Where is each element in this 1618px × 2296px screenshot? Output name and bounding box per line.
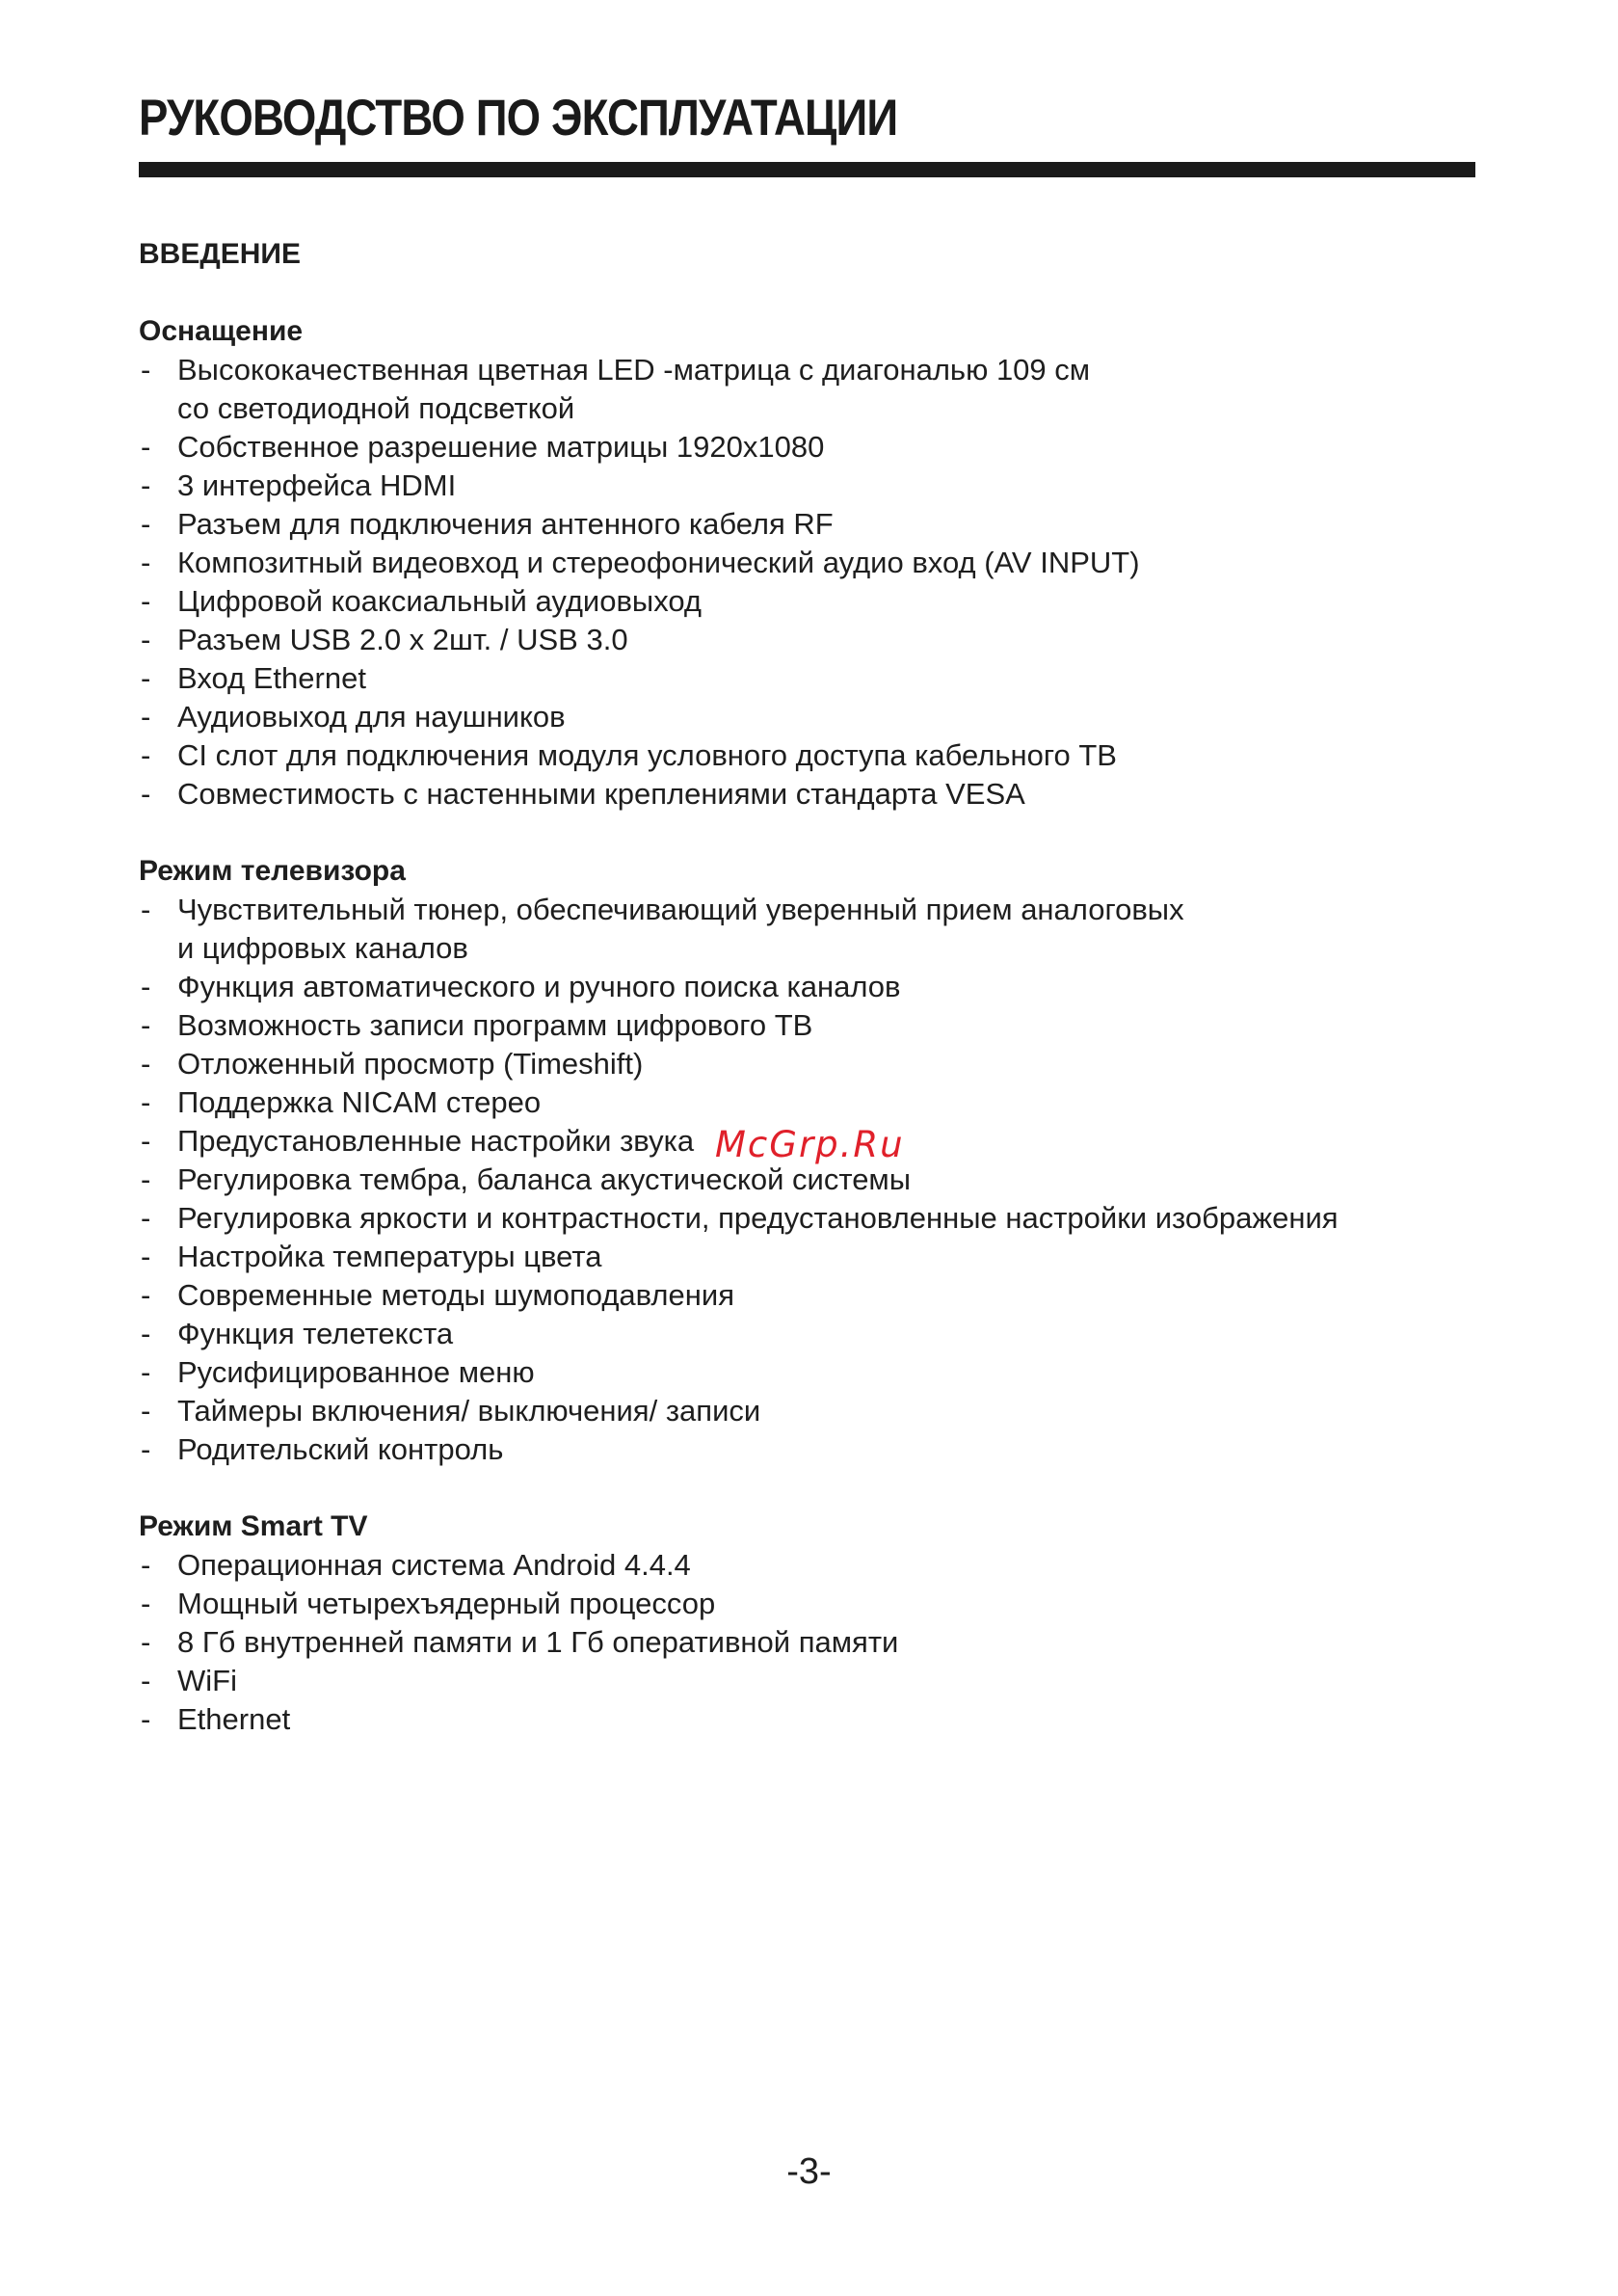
list-item: - Современные методы шумоподавления [139,1276,1488,1315]
section-heading-tv-mode: Режим телевизора [139,855,406,887]
intro-heading: ВВЕДЕНИЕ [139,238,301,270]
list-item: - Мощный четырехъядерный процессор [139,1585,1488,1623]
list-item: - Разъем для подключения антенного кабеля RF [139,505,1488,544]
list-item-continuation: со светодиодной подсветкой [177,391,575,425]
list-item: - Цифровой коаксиальный аудиовыход [139,582,1488,621]
equipment-list [139,351,1488,814]
section-heading-smart-tv: Режим Smart TV [139,1510,368,1542]
list-item: - Возможность записи программ цифрового ТВ [139,1006,1488,1045]
list-item-continuation: и цифровых каналов [177,931,468,965]
list-item: - Русифицированное меню [139,1353,1488,1392]
page-number: -3- [786,2151,832,2192]
list-item: - WiFi [139,1662,1488,1700]
list-item: - Функция автоматического и ручного поиска каналов [139,968,1488,1006]
list-item: - Отложенный просмотр (Timeshift) [139,1045,1488,1083]
list-item: - Предустановленные настройки звука [139,1122,1488,1161]
list-item: - Операционная система Android 4.4.4 [139,1546,1488,1585]
section-equipment [139,312,1488,814]
list-item: - 3 интерфейса HDMI [139,467,1488,505]
list-item: - Ethernet [139,1700,1488,1739]
list-item: - Собственное разрешение матрицы 1920x1080 [139,428,1488,467]
page-content [139,222,1488,1739]
list-item: - Высококачественная цветная LED -матрица с диагональю 109 см [139,351,1488,389]
watermark-text: McGrp.Ru [715,1124,905,1165]
list-item: - Регулировка тембра, баланса акустической системы [139,1161,1488,1199]
title-underline-bar [139,162,1475,177]
list-item: - CI слот для подключения модуля условного доступа кабельного ТВ [139,736,1488,775]
section-smart-tv [139,1508,1488,1739]
list-item: - Аудиовыход для наушников [139,698,1488,736]
list-item: - Композитный видеовход и стереофонический аудио вход (AV INPUT) [139,544,1488,582]
list-item: - Родительский контроль [139,1430,1488,1469]
list-item: - Совместимость с настенными креплениями стандарта VESA [139,775,1488,814]
smart-tv-list [139,1546,1488,1739]
list-item: - Поддержка NICAM стерео [139,1083,1488,1122]
list-item: - Регулировка яркости и контрастности, предустановленные настройки изображения [139,1199,1488,1238]
list-item: - Вход Ethernet [139,659,1488,698]
list-item: - Таймеры включения/ выключения/ записи [139,1392,1488,1430]
document-title: РУКОВОДСТВО ПО ЭКСПЛУАТАЦИИ [139,90,898,147]
tv-mode-list [139,891,1488,1469]
section-heading-equipment: Оснащение [139,315,304,347]
list-item: - 8 Гб внутренней памяти и 1 Гб оперативной памяти [139,1623,1488,1662]
list-item: - Настройка температуры цвета [139,1238,1488,1276]
list-item: - Разъем USB 2.0 x 2шт. / USB 3.0 [139,621,1488,659]
list-item: - Функция телетекста [139,1315,1488,1353]
list-item: - Чувствительный тюнер, обеспечивающий уверенный прием аналоговых [139,891,1488,929]
